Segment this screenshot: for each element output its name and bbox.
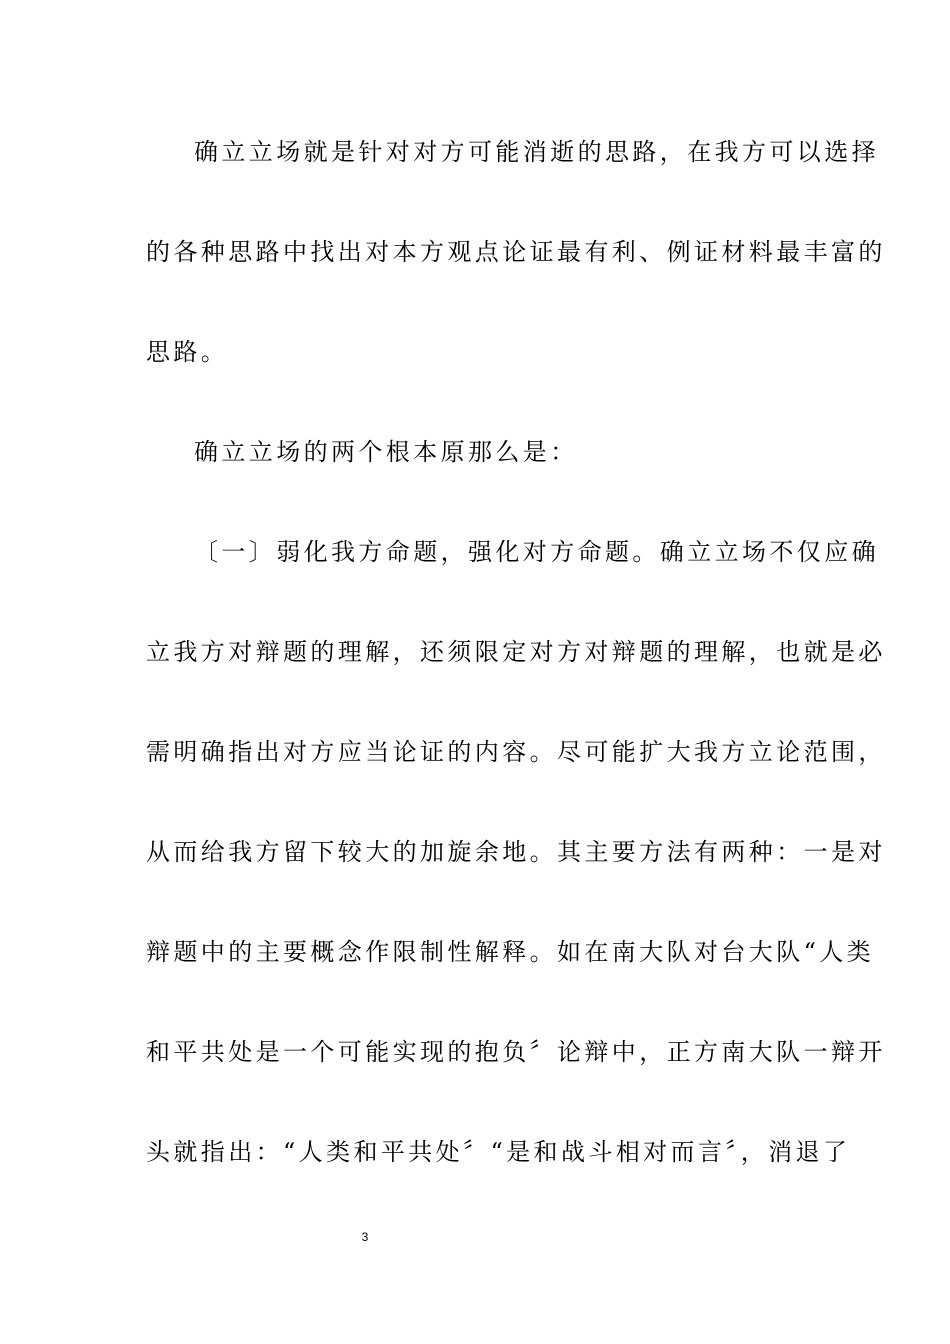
paragraph-3-line-2: 立我方对辩题的理解，还须限定对方对辩题的理解，也就是必 [146, 638, 886, 666]
paragraph-1-line-3: 思路。 [146, 338, 229, 366]
page-number: 3 [361, 1230, 369, 1244]
paragraph-3-line-1: 〔一〕弱化我方命题，强化对方命题。确立立场不仅应确 [194, 538, 879, 566]
paragraph-3-line-5: 辩题中的主要概念作限制性解释。如在南大队对台大队“人类 [146, 938, 875, 966]
paragraph-3-line-6: 和平共处是一个可能实现的抱负〞论辩中，正方南大队一辩开 [146, 1038, 886, 1066]
paragraph-1-line-1: 确立立场就是针对对方可能消逝的思路，在我方可以选择 [194, 138, 879, 166]
paragraph-3-line-4: 从而给我方留下较大的加旋余地。其主要方法有两种：一是对 [146, 838, 886, 866]
paragraph-1-line-2: 的各种思路中找出对本方观点论证最有利、例证材料最丰富的 [146, 238, 886, 266]
paragraph-3-line-3: 需明确指出对方应当论证的内容。尽可能扩大我方立论范围， [146, 738, 886, 766]
paragraph-3-line-7: 头就指出：“人类和平共处〞“是和战斗相对而言〞，消退了 [146, 1138, 851, 1166]
paragraph-2-line-1: 确立立场的两个根本原那么是： [194, 438, 578, 466]
